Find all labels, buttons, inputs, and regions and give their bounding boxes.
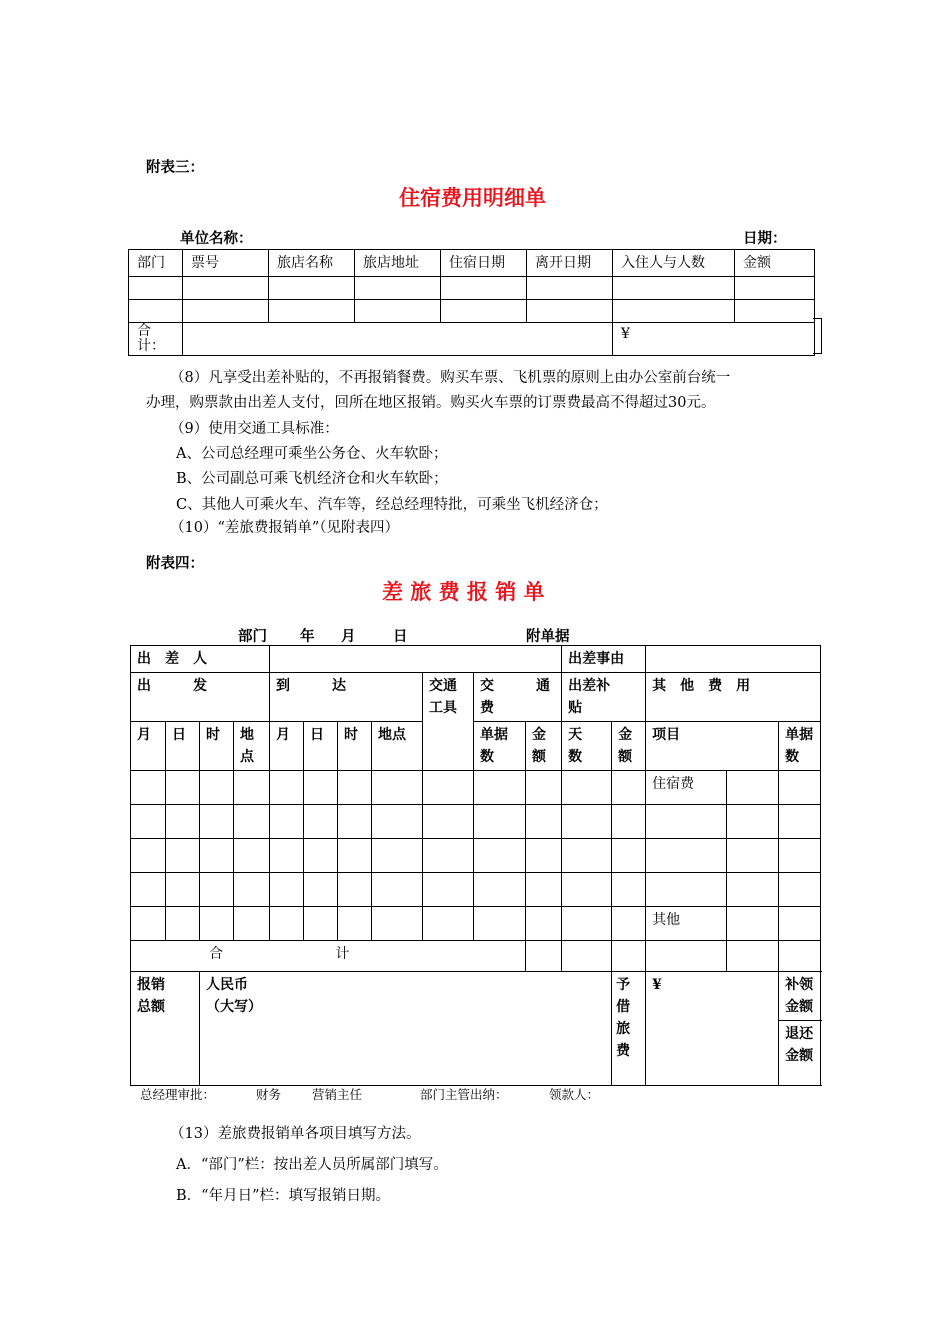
table-cell <box>526 805 562 839</box>
table-cell <box>200 873 234 907</box>
table-cell <box>779 907 821 941</box>
table-cell <box>562 907 612 941</box>
col-hour: 时 <box>200 722 234 771</box>
table-cell <box>646 805 727 839</box>
table-cell <box>526 907 562 941</box>
table-cell <box>612 805 646 839</box>
reimburse-row <box>131 972 821 1021</box>
table-cell <box>526 839 562 873</box>
total-row <box>131 941 821 972</box>
doc-count2-line2: 数 <box>785 749 800 765</box>
reimburse-line2: 总额 <box>137 999 165 1015</box>
total-label-line1: 合 <box>137 323 151 339</box>
table-cell <box>526 941 562 972</box>
col-place-line1: 地 <box>240 727 254 743</box>
table-cell <box>234 805 270 839</box>
doc-count-line2: 数 <box>480 749 494 765</box>
advance-char: 借 <box>616 999 631 1015</box>
reason-value <box>646 646 821 673</box>
table-cell <box>338 771 372 805</box>
table-cell <box>166 873 200 907</box>
table-cell <box>131 771 166 805</box>
advance-label <box>612 972 646 1086</box>
table-cell <box>727 907 779 941</box>
table-cell <box>423 873 474 907</box>
table-cell <box>423 907 474 941</box>
depart-label: 出 发 <box>131 673 270 722</box>
rmb-line1: 人民币 <box>206 977 248 993</box>
table-cell <box>355 277 441 300</box>
doc-count2-line1: 单据 <box>785 727 814 743</box>
dept-label: 部门 <box>238 628 267 645</box>
advance-char: 旅 <box>616 1021 631 1037</box>
traveler-label: 出 差 人 <box>131 646 270 673</box>
reimburse-total-label <box>131 972 200 1086</box>
table-cell <box>646 873 727 907</box>
table-cell <box>183 300 269 323</box>
table-cell <box>612 771 646 805</box>
appendix3-label: 附表三： <box>146 159 204 176</box>
col-day: 日 <box>166 722 200 771</box>
sign-receiver: 领款人： <box>549 1087 600 1102</box>
instruction-line: （13）差旅费报销单各项目填写方法。 <box>170 1126 421 1142</box>
table-edge <box>813 318 822 354</box>
table-cell <box>779 771 821 805</box>
sign-dept-head: 部门主管出纳： <box>420 1087 508 1102</box>
table-cell <box>304 805 338 839</box>
table-row <box>131 907 821 941</box>
table-cell <box>646 839 727 873</box>
table-cell <box>270 907 304 941</box>
total-label-part2: 计 <box>335 946 350 962</box>
table-cell <box>474 771 526 805</box>
col-place-line2: 点 <box>240 749 254 765</box>
table-header-row <box>129 250 815 277</box>
table-cell <box>131 907 166 941</box>
attached-docs-label: 附单据 <box>526 628 570 645</box>
table-cell <box>372 839 423 873</box>
table-cell <box>612 907 646 941</box>
table-cell <box>562 805 612 839</box>
table-cell <box>166 907 200 941</box>
table-cell <box>646 941 727 972</box>
col-header: 旅店地址 <box>355 250 441 277</box>
table-cell <box>735 300 815 323</box>
table-cell <box>270 839 304 873</box>
transport-fee-line1: 交 通 <box>480 678 550 694</box>
amount-line2: 额 <box>532 749 546 765</box>
table-cell <box>526 873 562 907</box>
appendix4-label: 附表四： <box>146 555 204 572</box>
table-row <box>131 673 821 722</box>
table-cell <box>200 839 234 873</box>
table-cell <box>131 805 166 839</box>
table-cell <box>338 805 372 839</box>
table-cell <box>234 873 270 907</box>
table-cell <box>527 277 613 300</box>
table-cell <box>304 907 338 941</box>
sign-marketing: 营销主任 <box>312 1087 363 1102</box>
subsidy-line2: 贴 <box>568 700 583 716</box>
year-label: 年 <box>300 628 315 645</box>
date-label: 日期： <box>743 230 787 247</box>
table-cell <box>779 941 821 972</box>
table-cell <box>727 873 779 907</box>
table-cell <box>304 771 338 805</box>
subsidy-label <box>562 673 646 722</box>
table-cell <box>779 839 821 873</box>
table-cell <box>474 805 526 839</box>
advance-amount <box>646 972 779 1086</box>
total-amount-cell <box>613 323 815 356</box>
travel-form-title: 差 旅 费 报 销 单 <box>382 579 545 604</box>
table-cell <box>372 805 423 839</box>
other-fees-label: 其 他 费 用 <box>646 673 821 722</box>
table-cell <box>562 839 612 873</box>
table-cell <box>423 805 474 839</box>
col-doc-count <box>474 722 526 771</box>
item-other: 其他 <box>646 907 727 941</box>
sign-finance: 财务 <box>256 1087 282 1102</box>
instruction-line: A．“部门”栏：按出差人员所属部门填写。 <box>176 1157 448 1173</box>
col-header: 部门 <box>129 250 183 277</box>
amount2-line2: 额 <box>618 749 633 765</box>
currency-symbol: ¥ <box>621 326 630 342</box>
days-line1: 天 <box>568 727 583 743</box>
col-amount2 <box>612 722 646 771</box>
travel-expense-table <box>130 645 821 1086</box>
table-row <box>131 873 821 907</box>
table-cell <box>270 771 304 805</box>
table-cell <box>526 771 562 805</box>
transport-tool-line1: 交通 <box>429 678 457 694</box>
table-cell <box>612 839 646 873</box>
month-label: 月 <box>341 628 356 645</box>
table-row <box>129 277 815 300</box>
table-row <box>131 646 821 673</box>
table-cell <box>727 771 779 805</box>
paragraph-line: （9）使用交通工具标准： <box>170 421 339 437</box>
table-row <box>131 722 821 771</box>
table-row <box>129 300 815 323</box>
col-place2: 地点 <box>372 722 423 771</box>
table-cell <box>779 873 821 907</box>
col-item: 项目 <box>646 722 779 771</box>
table-cell <box>166 839 200 873</box>
traveler-value <box>270 646 562 673</box>
table-cell <box>338 907 372 941</box>
table-cell <box>423 771 474 805</box>
table-cell <box>270 805 304 839</box>
amount-line1: 金 <box>532 727 546 743</box>
table-cell <box>441 277 527 300</box>
table-cell <box>269 277 355 300</box>
table-cell <box>441 300 527 323</box>
table-row <box>131 839 821 873</box>
paragraph-line: B、公司副总可乘飞机经济仓和火车软卧； <box>176 471 448 487</box>
supplement-label: 补领金额 <box>779 972 821 1021</box>
unit-name-label: 单位名称： <box>180 230 253 247</box>
table-cell <box>613 300 735 323</box>
rmb-amount-cell <box>200 972 612 1086</box>
table-cell <box>613 277 735 300</box>
table-cell <box>474 839 526 873</box>
instruction-line: B．“年月日”栏：填写报销日期。 <box>176 1188 390 1204</box>
table-cell <box>304 839 338 873</box>
col-month2: 月 <box>270 722 304 771</box>
col-hour2: 时 <box>338 722 372 771</box>
total-blank-cell <box>183 323 613 356</box>
currency-symbol: ¥ <box>652 977 662 993</box>
col-doc-count2 <box>779 722 821 771</box>
lodging-form-title: 住宿费用明细单 <box>399 185 546 210</box>
total-label-line2: 计： <box>137 338 165 354</box>
transport-fee-line2: 费 <box>480 700 494 716</box>
days-line2: 数 <box>568 749 583 765</box>
total-label <box>129 323 183 356</box>
col-header: 入住人与人数 <box>613 250 735 277</box>
table-cell <box>131 873 166 907</box>
refund-label: 退还金额 <box>779 1021 821 1086</box>
table-cell <box>727 839 779 873</box>
col-place <box>234 722 270 771</box>
paragraph-line: （8）凡享受出差补贴的，不再报销餐费。购买车票、飞机票的原则上由办公室前台统一 <box>170 370 731 386</box>
table-cell <box>200 805 234 839</box>
paragraph-line: C、其他人可乘火车、汽车等，经总经理特批，可乘坐飞机经济仓； <box>176 497 608 513</box>
transport-fee-label <box>474 673 562 722</box>
table-cell <box>131 839 166 873</box>
col-header: 住宿日期 <box>441 250 527 277</box>
table-cell <box>562 771 612 805</box>
reason-label: 出差事由 <box>562 646 646 673</box>
col-header: 离开日期 <box>527 250 613 277</box>
table-cell <box>183 277 269 300</box>
table-cell <box>338 839 372 873</box>
table-cell <box>269 300 355 323</box>
sign-gm: 总经理审批： <box>140 1087 216 1102</box>
col-header: 票号 <box>183 250 269 277</box>
col-amount <box>526 722 562 771</box>
subsidy-line1: 出差补 <box>568 678 611 694</box>
table-cell <box>779 805 821 839</box>
table-cell <box>166 805 200 839</box>
table-cell <box>527 300 613 323</box>
paragraph-line: （10）“差旅费报销单”（见附表四） <box>170 520 400 536</box>
table-cell <box>727 805 779 839</box>
reimburse-line1: 报销 <box>137 977 165 993</box>
table-cell <box>166 771 200 805</box>
paragraph-line: A、公司总经理可乘坐公务仓、火车软卧； <box>176 446 448 462</box>
table-cell <box>562 941 612 972</box>
rmb-line2: （大写） <box>206 999 262 1015</box>
table-cell <box>355 300 441 323</box>
table-cell <box>474 907 526 941</box>
table-cell <box>338 873 372 907</box>
col-month: 月 <box>131 722 166 771</box>
col-header: 旅店名称 <box>269 250 355 277</box>
total-label <box>131 941 526 972</box>
transport-tool-line2: 工具 <box>429 700 457 716</box>
amount2-line1: 金 <box>618 727 633 743</box>
arrive-label: 到 达 <box>270 673 423 722</box>
table-cell <box>372 771 423 805</box>
table-cell <box>612 873 646 907</box>
table-cell <box>270 873 304 907</box>
table-cell <box>129 277 183 300</box>
transport-tool-label <box>423 673 474 771</box>
total-row <box>129 323 815 356</box>
paragraph-line: 办理，购票款由出差人支付，回所在地区报销。购买火车票的订票费最高不得超过30元。 <box>146 395 716 411</box>
item-lodging: 住宿费 <box>646 771 727 805</box>
table-cell <box>372 873 423 907</box>
table-cell <box>200 907 234 941</box>
table-cell <box>304 873 338 907</box>
table-cell <box>234 839 270 873</box>
table-cell <box>562 873 612 907</box>
table-cell <box>234 907 270 941</box>
table-cell <box>423 839 474 873</box>
lodging-expense-table <box>128 249 815 356</box>
col-header: 金额 <box>735 250 815 277</box>
table-cell <box>612 941 646 972</box>
table-cell <box>129 300 183 323</box>
table-cell <box>727 941 779 972</box>
table-row <box>131 771 821 805</box>
table-cell <box>735 277 815 300</box>
table-cell <box>234 771 270 805</box>
doc-count-line1: 单据 <box>480 727 508 743</box>
advance-char: 予 <box>616 977 631 993</box>
table-row <box>131 805 821 839</box>
total-label-part1: 合 <box>209 946 223 962</box>
advance-char: 费 <box>616 1043 631 1059</box>
table-cell <box>200 771 234 805</box>
col-day2: 日 <box>304 722 338 771</box>
table-cell <box>474 873 526 907</box>
col-days <box>562 722 612 771</box>
day-label: 日 <box>393 628 408 645</box>
table-cell <box>372 907 423 941</box>
